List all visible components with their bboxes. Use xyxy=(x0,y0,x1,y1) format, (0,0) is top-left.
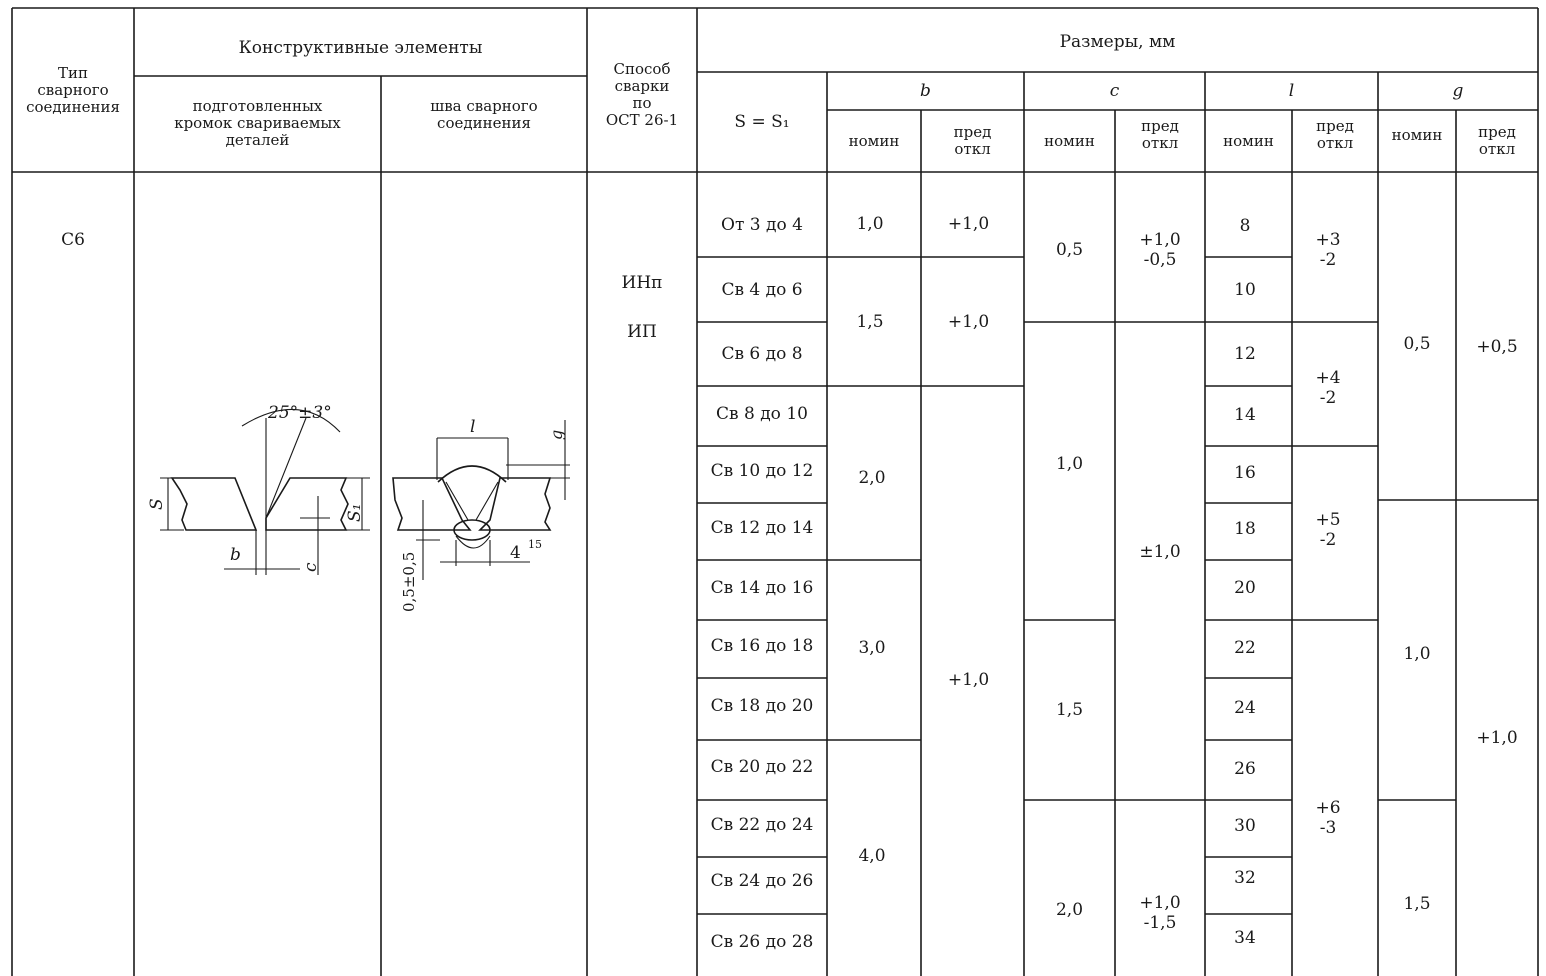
s-row: От 3 до 4 xyxy=(721,215,803,235)
s-row: Св 8 до 10 xyxy=(716,404,808,424)
sketch-s: S xyxy=(147,498,167,510)
header-l-dev: пред откл xyxy=(1316,117,1354,152)
sketch-c: c xyxy=(301,562,321,572)
header-c: c xyxy=(1109,81,1120,101)
c-nom: 2,0 xyxy=(1055,900,1084,920)
b-nom: 1,0 xyxy=(856,214,884,234)
l-dev: +4 -2 xyxy=(1315,368,1341,408)
l-nom: 32 xyxy=(1234,868,1256,888)
sketch-four-sup: 15 xyxy=(528,538,542,551)
s-row: Св 22 до 24 xyxy=(710,815,814,835)
s-row: Св 12 до 14 xyxy=(710,518,814,538)
header-sizes: Размеры, мм xyxy=(1059,32,1176,52)
header-c-nom: номин xyxy=(1044,131,1095,150)
l-nom: 30 xyxy=(1234,816,1256,836)
header-seam: шва сварного соединения xyxy=(430,97,538,132)
b-dev: +1,0 xyxy=(947,670,990,690)
b-nom: 3,0 xyxy=(858,638,886,658)
l-nom: 22 xyxy=(1234,638,1256,658)
sketch-l: l xyxy=(470,417,476,437)
l-nom: 14 xyxy=(1234,405,1256,425)
seam-sketch xyxy=(393,417,570,612)
l-dev: +3 -2 xyxy=(1315,230,1341,270)
s-row: Св 14 до 16 xyxy=(710,577,814,598)
c-dev: +1,0 -0,5 xyxy=(1139,230,1181,270)
sketch-s1: S₁ xyxy=(345,503,365,522)
s-row: Св 20 до 22 xyxy=(710,757,814,777)
header-b: b xyxy=(920,81,931,101)
header-c-dev: пред откл xyxy=(1141,117,1179,152)
b-dev: +1,0 xyxy=(947,312,990,332)
l-dev: +6 -3 xyxy=(1315,798,1341,838)
l-nom: 24 xyxy=(1234,698,1256,718)
l-nom: 26 xyxy=(1234,759,1256,779)
s-row: Св 4 до 6 xyxy=(721,279,803,300)
l-nom: 10 xyxy=(1234,280,1256,300)
l-nom: 12 xyxy=(1234,344,1256,364)
c-dev: ±1,0 xyxy=(1139,542,1181,562)
l-nom: 16 xyxy=(1234,463,1256,483)
l-nom: 8 xyxy=(1239,216,1251,236)
header-b-dev: пред откл xyxy=(953,123,992,158)
header-b-nom: номин xyxy=(848,131,900,150)
l-nom: 18 xyxy=(1234,519,1256,539)
s-row: Св 6 до 8 xyxy=(721,344,803,364)
g-nom: 1,0 xyxy=(1403,644,1431,664)
c-nom: 0,5 xyxy=(1055,240,1084,260)
s-row: Св 18 до 20 xyxy=(710,696,814,716)
header-structural: Конструктивные элементы xyxy=(238,38,483,58)
sketch-angle: 25°±3° xyxy=(268,403,332,423)
header-g: g xyxy=(1452,81,1464,101)
method-2: ИП xyxy=(627,322,657,342)
header-g-nom: номин xyxy=(1391,125,1443,144)
header-type: Тип сварного соединения xyxy=(26,63,120,116)
b-nom: 4,0 xyxy=(858,846,886,866)
type-code: С6 xyxy=(61,230,85,250)
sketch-root: 0,5±0,5 xyxy=(400,551,418,612)
header-prepared: подготовленных кромок свариваемых деталей xyxy=(174,96,341,149)
c-nom: 1,5 xyxy=(1055,700,1084,720)
b-nom: 1,5 xyxy=(856,312,884,332)
c-nom: 1,0 xyxy=(1055,454,1084,474)
s-row: Св 24 до 26 xyxy=(710,871,814,891)
c-dev: +1,0 -1,5 xyxy=(1139,893,1181,933)
header-method: Способ сварки по ОСТ 26-1 xyxy=(605,60,679,129)
l-nom: 20 xyxy=(1234,578,1256,598)
s-row: Св 10 до 12 xyxy=(710,461,814,481)
g-dev: +0,5 xyxy=(1476,337,1518,357)
l-nom: 34 xyxy=(1234,928,1256,948)
s-row: Св 16 до 18 xyxy=(710,636,814,656)
header-g-dev: пред откл xyxy=(1478,123,1516,158)
b-dev: +1,0 xyxy=(947,214,990,234)
g-nom: 1,5 xyxy=(1403,894,1431,914)
header-l: l xyxy=(1288,81,1295,101)
sketch-b: b xyxy=(230,545,241,565)
s-row: Св 26 до 28 xyxy=(710,932,814,952)
prepared-edges-sketch xyxy=(147,403,370,575)
header-s: S = S₁ xyxy=(734,112,790,132)
header-l-nom: номин xyxy=(1223,131,1274,150)
g-nom: 0,5 xyxy=(1403,334,1431,354)
method-1: ИНп xyxy=(621,273,663,293)
sketch-four: 4 xyxy=(510,543,521,563)
sketch-g: g xyxy=(547,429,566,440)
g-dev: +1,0 xyxy=(1476,728,1518,748)
b-nom: 2,0 xyxy=(858,468,886,488)
l-dev: +5 -2 xyxy=(1315,510,1341,550)
